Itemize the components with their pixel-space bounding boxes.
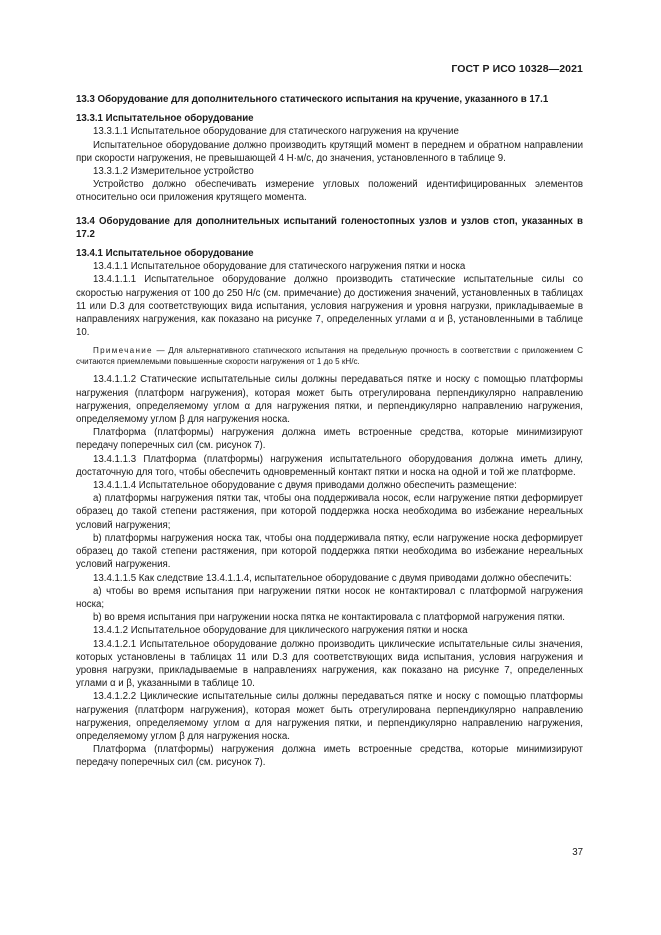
section-13-4-1-heading: 13.4.1 Испытательное оборудование — [76, 248, 254, 260]
paragraph-13-4-1-1-2: 13.4.1.1.2 Статические испытательные силы должны передаваться пятке и носку с помощью платформы нагружения (платформ нагружения), которая может быть отрегулирована перпендикулярно направлению нагружения, определяемому углом α для нагружения пятки, и перпендикулярно направлению нагружения, определяемому углом β для нагружения носка. — [76, 374, 583, 426]
document-body — [76, 93, 583, 770]
paragraph-13-3-1-2: 13.3.1.2 Измерительное устройство — [93, 166, 254, 178]
list-item-13-4-1-1-4-a: a) платформы нагружения пятки так, чтобы она поддерживала носок, если нагружение пятки деформирует образец до такой степени растяжения, при которой поддержка носка необходима во избежание нереальных условий нагружения; — [76, 493, 583, 531]
paragraph-13-4-1-1: 13.4.1.1 Испытательное оборудование для статического нагружения пятки и носка — [93, 261, 466, 273]
list-item-13-4-1-1-5-b: b) во время испытания при нагружении носка пятка не контактировала с платформой нагружения пятки. — [93, 612, 566, 624]
note-label: Примечание — [93, 346, 153, 356]
paragraph-13-4-1-2-2-b: Платформа (платформы) нагружения должна иметь встроенные средства, которые минимизируют передачу поперечных сил (см. рисунок 7). — [76, 744, 583, 769]
note-paragraph — [76, 345, 583, 367]
paragraph-13-3-1-1-text: Испытательное оборудование должно производить крутящий момент в переднем и обратном направлении при скорости нагружения, не превышающей 4 Н·м/с, до значения, установленного в таблице 9. — [76, 139, 583, 164]
paragraph-13-4-1-1-3: 13.4.1.1.3 Платформа (платформы) нагружения испытательного оборудования должна иметь длину, достаточную для того, чтобы обеспечить одновременный контакт пятки и носка на одной и той же платформе. — [76, 453, 583, 478]
paragraph-13-4-1-1-5: 13.4.1.1.5 Как следствие 13.4.1.1.4, испытательное оборудование с двумя приводами должно обеспечить: — [93, 572, 572, 584]
paragraph-13-3-1-1: 13.3.1.1 Испытательное оборудование для статического нагружения на кручение — [93, 126, 459, 138]
section-13-3-1-heading: 13.3.1 Испытательное оборудование — [76, 113, 254, 125]
paragraph-13-3-1-2-text: Устройство должно обеспечивать измерение угловых положений идентифицированных элементов относительно оси приложения крутящего момента. — [76, 179, 583, 204]
paragraph-13-4-1-2: 13.4.1.2 Испытательное оборудование для циклического нагружения пятки и носка — [93, 625, 468, 637]
list-item-13-4-1-1-4-b: b) платформы нагружения носка так, чтобы она поддерживала пятку, если нагружение носка деформирует образец до такой степени растяжения, при которой поддержка пятки необходима во избежание нереальных условий нагружения. — [76, 532, 583, 571]
section-13-4-heading: 13.4 Оборудование для дополнительных испытаний голеностопных узлов и узлов стоп, указанных в 17.2 — [76, 215, 583, 240]
list-item-13-4-1-1-5-a: a) чтобы во время испытания при нагружении пятки носок не контактировал с платформой нагружения носка; — [76, 585, 583, 610]
paragraph-13-4-1-1-4: 13.4.1.1.4 Испытательное оборудование с двумя приводами должно обеспечить размещение: — [93, 480, 517, 492]
page-number: 37 — [572, 847, 583, 858]
paragraph-13-4-1-1-2-b: Платформа (платформы) нагружения должна иметь встроенные средства, которые минимизируют передачу поперечных сил (см. рисунок 7). — [76, 427, 583, 452]
section-13-3-heading: 13.3 Оборудование для дополнительного статического испытания на кручение, указанного в 17.1 — [76, 94, 549, 105]
document-code-header: ГОСТ Р ИСО 10328—2021 — [451, 63, 583, 75]
paragraph-13-4-1-2-2: 13.4.1.2.2 Циклические испытательные силы должны передаваться пятке и носку с помощью платформы нагружения (платформ нагружения), которая может быть отрегулирована перпендикулярно направлению нагружения, определяемому углом α для нагружения пятки, и перпендикулярно направлению нагружения, определяемому углом β для нагружения носка. — [76, 691, 583, 742]
paragraph-13-4-1-2-1: 13.4.1.2.1 Испытательное оборудование должно производить циклические испытательные силы значения, которых установлены в таблицах 11 или D.3 для соответствующих вида испытания, условия нагружения и уровня нагрузки, прикладываемые в направлениях нагружения, как показано на рисунке 7, определенных углами α и β, указанными в таблице 10. — [76, 638, 583, 690]
note-text: — Для альтернативного статического испытания на предельную прочность в соответствии с приложением С считаются приемлемыми повышенные скорости нагружения от 1 до 5 кН/с. — [76, 346, 583, 367]
paragraph-13-4-1-1-1: 13.4.1.1.1 Испытательное оборудование должно производить статические испытательные силы со скоростью нагружения от 100 до 250 Н/с (см. примечание) до достижения значений, установленных в таблицах 11 или D.3 для соответствующих вида испытания, условия нагружения и уровня нагрузки, прикладываемые в направлениях нагружения, как показано на рисунке 7, определенных углами α и β, установленными в таблице 10. — [76, 274, 583, 339]
